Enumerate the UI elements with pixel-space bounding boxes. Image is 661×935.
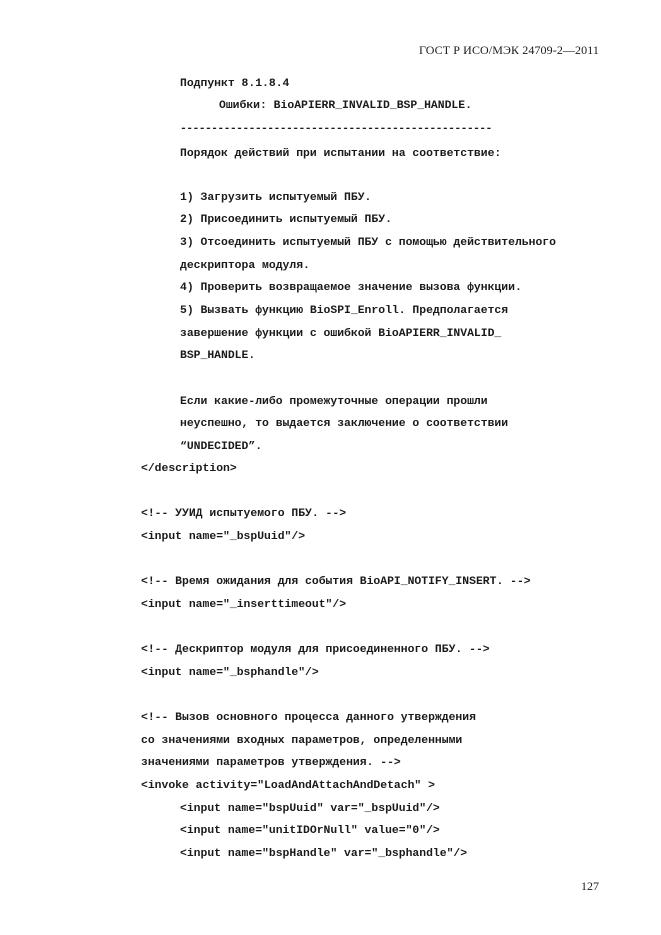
subclause-heading: Подпункт 8.1.8.4	[180, 78, 290, 90]
page-number: 127	[581, 879, 599, 893]
step-1: 1) Загрузить испытуемый ПБУ.	[180, 192, 372, 204]
input-bspuuid: <input name="_bspUuid"/>	[141, 531, 306, 543]
input-handle: <input name="_bsphandle"/>	[141, 667, 319, 679]
comment-invoke-line-2: со значениями входных параметров, определенными	[141, 735, 463, 747]
description-close-tag: </description>	[141, 463, 237, 475]
step-5-line-1: 5) Вызвать функцию BioSPI_Enroll. Предполагается	[180, 305, 509, 317]
errors-line: Ошибки: BioAPIERR_INVALID_BSP_HANDLE.	[219, 100, 472, 112]
step-3-line-2: дескриптора модуля.	[180, 260, 310, 272]
invoke-input-bsphandle: <input name="bspHandle" var="_bsphandle"/>	[180, 848, 468, 860]
step-2: 2) Присоединить испытуемый ПБУ.	[180, 214, 392, 226]
step-4: 4) Проверить возвращаемое значение вызова функции.	[180, 282, 522, 294]
comment-bspuuid: <!-- УУИД испытуемого ПБУ. -->	[141, 508, 347, 520]
separator-line: --------------------------------------------------	[180, 123, 492, 135]
invoke-input-bspuuid: <input name="bspUuid" var="_bspUuid"/>	[180, 803, 440, 815]
note-line-1: Если какие-либо промежуточные операции прошли	[180, 396, 488, 408]
input-timeout: <input name="_inserttimeout"/>	[141, 599, 347, 611]
step-5-line-3: BSP_HANDLE.	[180, 350, 256, 362]
standard-header: ГОСТ Р ИСО/МЭК 24709-2—2011	[419, 43, 599, 57]
step-3-line-1: 3) Отсоединить испытуемый ПБУ с помощью действительного	[180, 237, 556, 249]
invoke-input-unitid: <input name="unitIDOrNull" value="0"/>	[180, 825, 440, 837]
note-line-2: неуспешно, то выдается заключение о соответствии	[180, 418, 509, 430]
note-line-3: “UNDECIDED”.	[180, 441, 263, 453]
comment-timeout: <!-- Время ожидания для события BioAPI_NOTIFY_INSERT. -->	[141, 576, 531, 588]
procedure-title: Порядок действий при испытании на соответствие:	[180, 148, 502, 160]
step-5-line-2: завершение функции с ошибкой BioAPIERR_INVALID_	[180, 328, 502, 340]
comment-invoke-line-3: значениями параметров утверждения. -->	[141, 757, 401, 769]
invoke-open-tag: <invoke activity="LoadAndAttachAndDetach" >	[141, 780, 435, 792]
comment-invoke-line-1: <!-- Вызов основного процесса данного утверждения	[141, 712, 476, 724]
comment-handle: <!-- Дескриптор модуля для присоединенного ПБУ. -->	[141, 644, 490, 656]
